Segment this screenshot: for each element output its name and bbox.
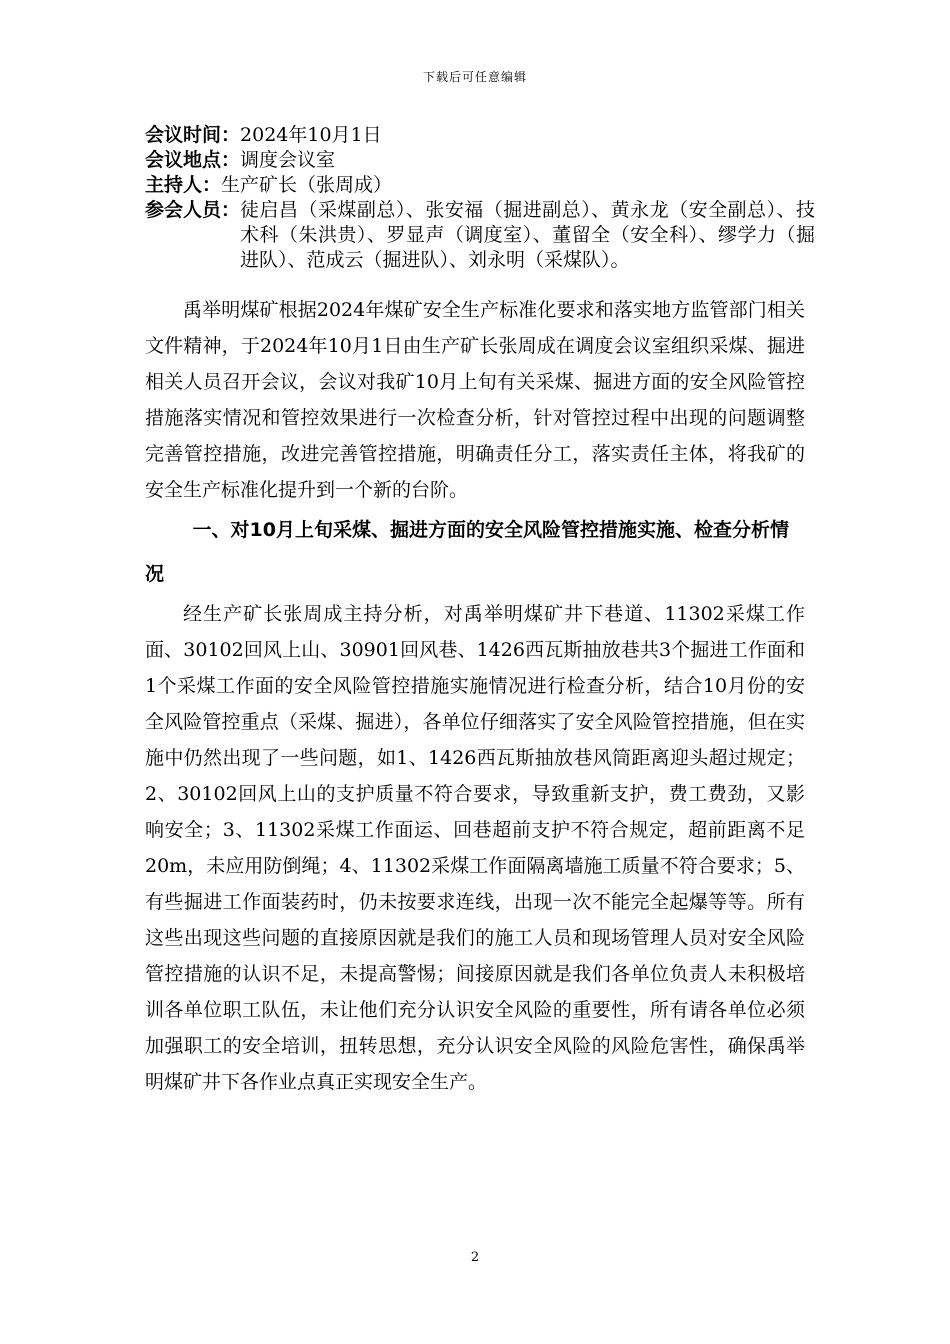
page-number: 2 bbox=[470, 1250, 480, 1265]
meeting-host-label: 主持人： bbox=[145, 174, 222, 196]
meeting-attendees-value: 徒启昌（采煤副总）、张安福（掘进副总）、黄永龙（安全副总）、技术科（朱洪贵）、罗显声（调度室）、董留全（安全科）、缪学力（掘进队）、范成云（掘进队）、刘永明（采煤队）。 bbox=[240, 199, 815, 271]
header-note: 下载后可任意编辑 bbox=[422, 70, 527, 84]
section-1-paragraph: 经生产矿长张周成主持分析，对禹举明煤矿井下巷道、11302采煤工作面、30102回风上山、30901回风巷、1426西瓦斯抽放巷共3个掘进工作面和1个采煤工作面的安全风险管控措施实施情况进行检查分析，结合10月份的安全风险管控重点（采煤、掘进），各单位仔细落实了安全风险管控措施，但在实施中仍然出现了一些问题，如1、1426西瓦斯抽放巷风筒距离迎头超过规定；2、30102回风上山的支护质量不符合要求，导致重新支护，费工费劲，又影响安全；3、11302采煤工作面运、回巷超前支护不符合规定，超前距离不足20m，未应用防倒绳；4、11302采煤工作面隔离墙施工质量不符合要求；5、有些掘进工作面装药时，仍未按要求连线，出现一次不能完全起爆等等。所有这些出现这些问题的直接原因就是我们的施工人员和现场管理人员对安全风险管控措施的认识不足，未提高警惕；间接原因就是我们各单位负责人未积极培训各单位职工队伍，未让他们充分认识安全风险的重要性，所有请各单位必须加强职工的安全培训，扭转思想，充分认识安全风险的风险危害性，确保禹举明煤矿井下各作业点真正实现安全生产。 bbox=[145, 603, 805, 1093]
meeting-place-row bbox=[145, 148, 815, 173]
meeting-attendees-label: 参会人员： bbox=[145, 199, 241, 221]
meeting-place-label: 会议地点： bbox=[145, 149, 241, 171]
meeting-info bbox=[145, 123, 815, 273]
intro-paragraph: 禹举明煤矿根据2024年煤矿安全生产标准化要求和落实地方监管部门相关文件精神，于2024年10月1日由生产矿长张周成在调度会议室组织采煤、掘进相关人员召开会议，会议对我矿10月上旬有关采煤、掘进方面的安全风险管控措施落实情况和管控效果进行一次检查分析，针对管控过程中出现的问题调整完善管控措施，改进完善管控措施，明确责任分工，落实责任主体，将我矿的安全生产标准化提升到一个新的台阶。 bbox=[145, 299, 805, 501]
meeting-time-value: 2024年10月1日 bbox=[240, 124, 382, 146]
meeting-place-value: 调度会议室 bbox=[240, 149, 336, 171]
meeting-host-row bbox=[145, 173, 815, 198]
document-body bbox=[145, 292, 805, 1100]
meeting-time-label: 会议时间： bbox=[145, 124, 241, 146]
section-1-heading: 一、对10月上旬采煤、掘进方面的安全风险管控措施实施、检查分析情况 bbox=[145, 519, 789, 585]
meeting-host-value: 生产矿长（张周成） bbox=[221, 174, 393, 196]
meeting-time-row bbox=[145, 123, 815, 148]
meeting-attendees-row bbox=[145, 198, 815, 273]
